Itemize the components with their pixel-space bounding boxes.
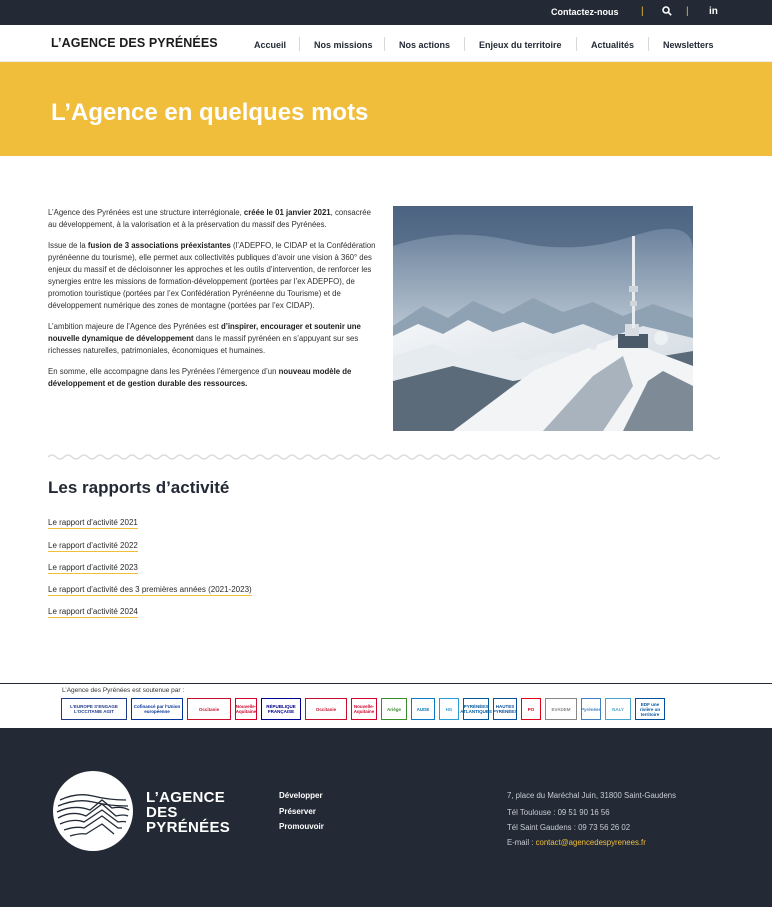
- partner-logo[interactable]: PO: [521, 698, 541, 720]
- partner-logo[interactable]: Nouvelle-Aquitaine: [235, 698, 257, 720]
- report-link-2022[interactable]: Le rapport d’activité 2022: [48, 541, 138, 550]
- text: (l’ADEPFO, le CIDAP et la Confédération pyrénéenne du tourisme), elle permet aux collectivités publiques d’avoir une vision à 360° des enjeux du massif et de décloisonner les approches et les outils d’intervention, de renforcer les synergies entre les missions de formation-développement (portées par l’ex ADEPFO), de promotion touristique (portées par l’ex Confédération Pyrénéenne du Tourisme) et de développement numérique des zones de montagne (portées par l’ex CIDAP).: [48, 241, 376, 310]
- text: L’Agence des Pyrénées est une structure interrégionale,: [48, 208, 244, 217]
- site-logo[interactable]: L’AGENCE DES PYRÉNÉES: [51, 36, 218, 50]
- nav-divider: [464, 37, 465, 51]
- partner-logo[interactable]: NALY: [605, 698, 631, 720]
- hero-banner: [0, 62, 772, 156]
- report-link-2021-2023[interactable]: Le rapport d’activité des 3 premières années (2021-2023): [48, 585, 252, 594]
- nav-item-nos-actions[interactable]: Nos actions: [399, 40, 451, 50]
- footer-link-preserver[interactable]: Préserver: [279, 807, 316, 816]
- nav-divider: [384, 37, 385, 51]
- partners-band: [0, 683, 772, 728]
- partner-logo[interactable]: PYRÉNÉES ATLANTIQUES: [463, 698, 489, 720]
- text: dans le massif pyrénéen en s’appuyant sur ses richesses naturelles, patrimoniales, économiques et humaines.: [48, 334, 359, 355]
- report-link-2023[interactable]: Le rapport d’activité 2023: [48, 563, 138, 572]
- partner-logo[interactable]: EVADEM: [545, 698, 577, 720]
- partner-logo[interactable]: Pyrénées: [581, 698, 601, 720]
- footer-link-promouvoir[interactable]: Promouvoir: [279, 822, 324, 831]
- partner-logo[interactable]: Ariège: [381, 698, 407, 720]
- partner-logo[interactable]: Occitanie: [305, 698, 347, 720]
- text: En somme, elle accompagne dans les Pyrénées l’émergence d’un: [48, 367, 279, 376]
- partner-logo[interactable]: AUDE: [411, 698, 435, 720]
- partner-logo[interactable]: EDF une rivière un territoire: [635, 698, 665, 720]
- partner-logo[interactable]: L’EUROPE S’ENGAGE L’OCCITANIE AGIT: [61, 698, 127, 720]
- text: L’ambition majeure de l’Agence des Pyrénées est: [48, 322, 221, 331]
- intro-paragraph: [48, 240, 376, 312]
- footer-logo-line: L’AGENCE: [146, 789, 226, 806]
- text-bold: nouveau modèle de développement et de gestion durable des ressources.: [48, 367, 352, 388]
- top-bar: [0, 0, 772, 25]
- nav-item-nos-missions[interactable]: Nos missions: [314, 40, 373, 50]
- report-link-2021[interactable]: Le rapport d’activité 2021: [48, 518, 138, 527]
- partner-logo[interactable]: Occitanie: [187, 698, 231, 720]
- footer-link-developper[interactable]: Développer: [279, 791, 323, 800]
- partner-logo[interactable]: HG: [439, 698, 459, 720]
- intro-paragraph: [48, 366, 376, 390]
- search-icon[interactable]: [662, 6, 672, 19]
- mountain-photo: [393, 206, 693, 431]
- reports-title: Les rapports d’activité: [48, 478, 230, 497]
- footer-email: [507, 838, 646, 847]
- nav-divider: [648, 37, 649, 51]
- intro-paragraph: [48, 321, 376, 357]
- linkedin-icon[interactable]: in: [709, 6, 718, 17]
- footer-email-label: E-mail :: [507, 838, 536, 847]
- partner-logo[interactable]: RÉPUBLIQUE FRANÇAISE: [261, 698, 301, 720]
- site-footer: [0, 728, 772, 907]
- nav-divider: [299, 37, 300, 51]
- text-bold: fusion de 3 associations préexistantes: [87, 241, 231, 250]
- partners-label: L’Agence des Pyrénées est soutenue par :: [62, 687, 185, 694]
- footer-tel-toulouse: Tél Toulouse : 09 51 90 16 56: [507, 808, 610, 817]
- partner-logo[interactable]: Nouvelle-Aquitaine: [351, 698, 377, 720]
- partner-logo[interactable]: Cofinancé par l’Union européenne: [131, 698, 183, 720]
- text-bold: créée le 01 janvier 2021: [243, 208, 331, 217]
- report-link-2024[interactable]: Le rapport d’activité 2024: [48, 607, 138, 616]
- text: , consacrée au développement, à la valorisation et à la préservation du massif des Pyrénées.: [48, 208, 371, 229]
- footer-logo-line: PYRÉNÉES: [146, 819, 231, 836]
- footer-address: 7, place du Maréchal Juin, 31800 Saint-Gaudens: [507, 791, 677, 800]
- top-separator: |: [641, 6, 644, 17]
- page-title: L’Agence en quelques mots: [51, 99, 369, 126]
- footer-email-link[interactable]: contact@agencedespyrenees.fr: [535, 838, 646, 847]
- footer-logo-line: DES: [146, 804, 178, 821]
- text-bold: d’inspirer, encourager et soutenir une nouvelle dynamique de développement: [48, 322, 361, 343]
- partner-logo[interactable]: HAUTES PYRÉNÉES: [493, 698, 517, 720]
- nav-divider: [576, 37, 577, 51]
- agency-logo-icon[interactable]: [52, 770, 134, 852]
- nav-item-enjeux[interactable]: Enjeux du territoire: [479, 40, 562, 50]
- footer-tel-stgaudens: Tél Saint Gaudens : 09 73 56 26 02: [507, 823, 631, 832]
- footer-logo-text: [146, 790, 230, 835]
- text: Issue de la: [48, 241, 88, 250]
- wave-divider: [48, 452, 720, 462]
- intro-text: [48, 207, 376, 399]
- intro-paragraph: [48, 207, 376, 231]
- site-header: [0, 25, 772, 62]
- nav-item-actualites[interactable]: Actualités: [591, 40, 635, 50]
- contact-link[interactable]: Contactez-nous: [551, 7, 619, 17]
- top-separator: |: [686, 6, 689, 17]
- nav-item-newsletters[interactable]: Newsletters: [663, 40, 714, 50]
- nav-item-accueil[interactable]: Accueil: [254, 40, 287, 50]
